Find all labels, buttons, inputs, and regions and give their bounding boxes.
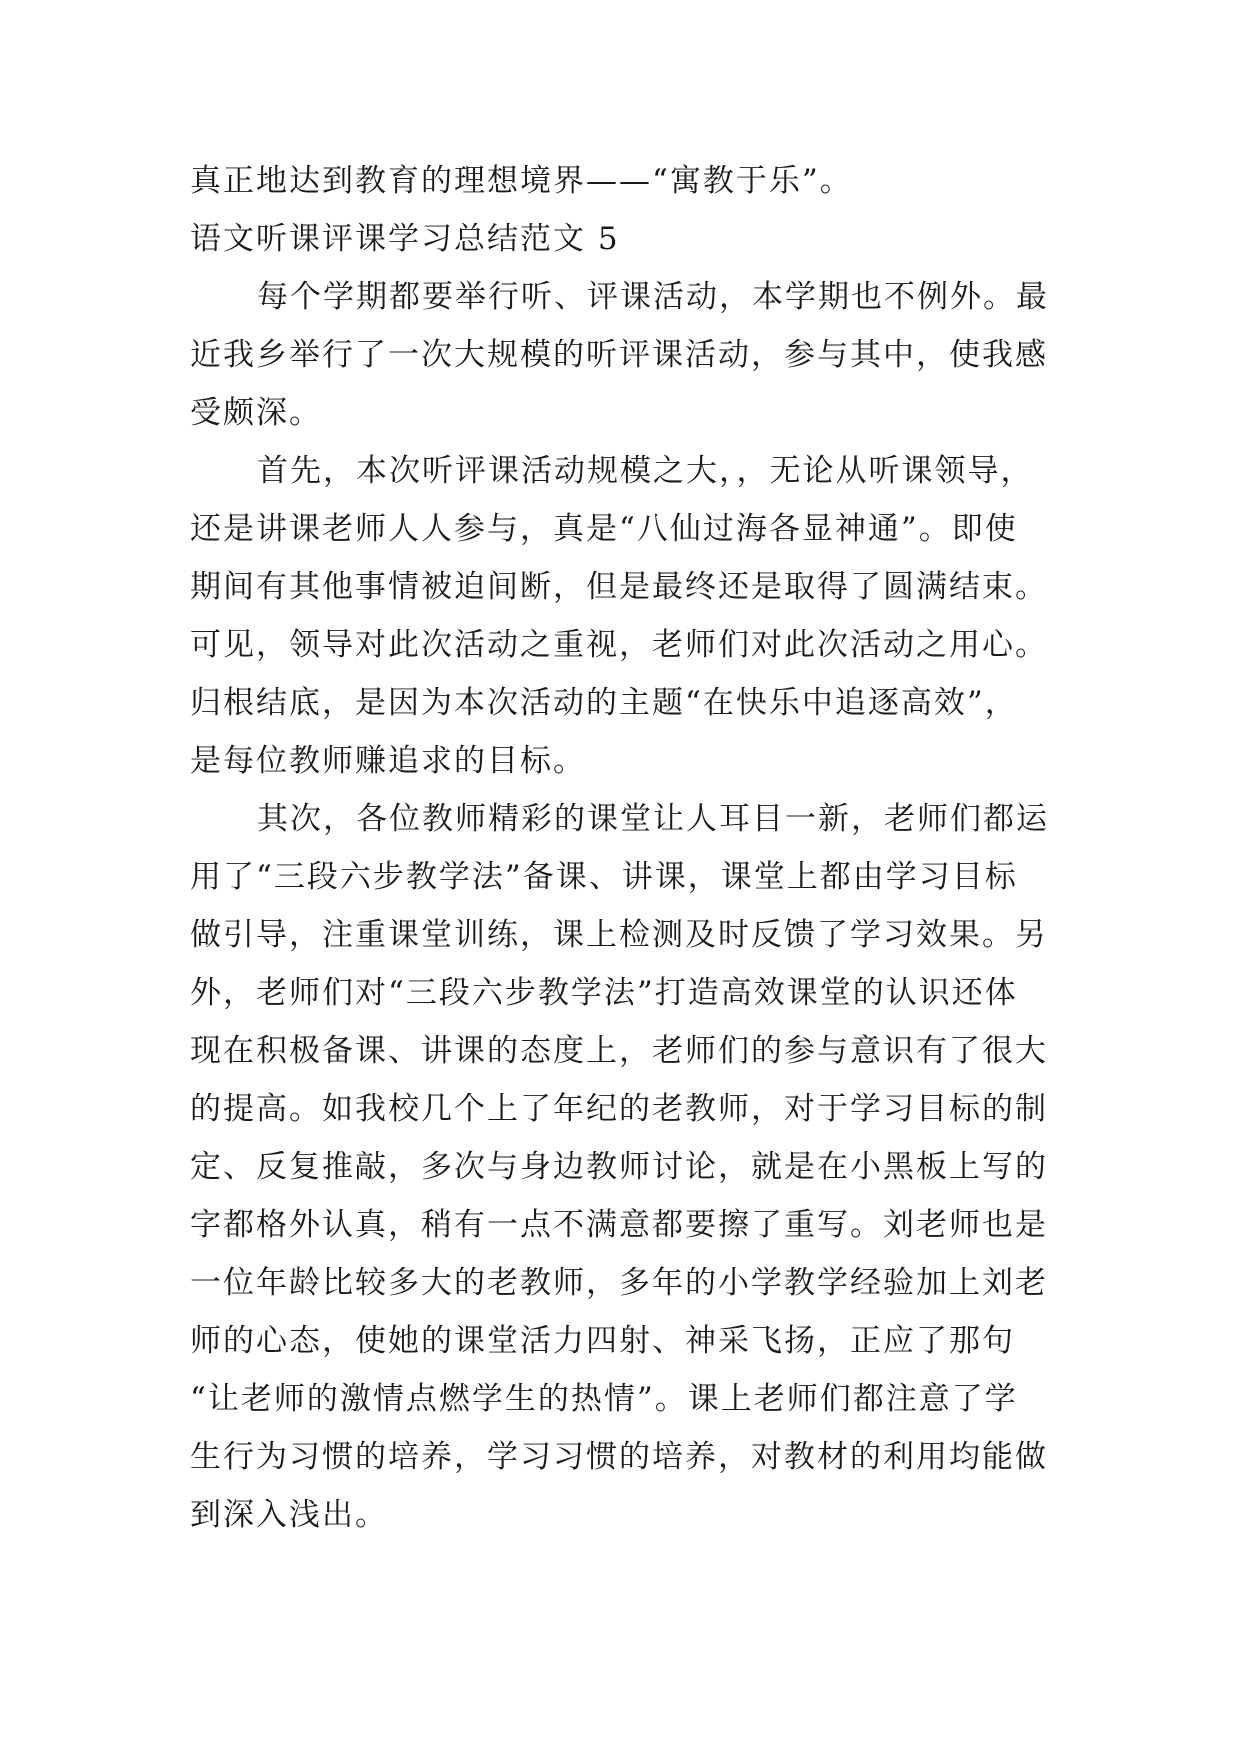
paragraph-line: 到深入浅出。 (190, 1497, 388, 1533)
paragraph-line: 其次，各位教师精彩的课堂让人耳目一新，老师们都运 (257, 801, 1049, 837)
paragraph-line: 定、反复推敲，多次与身边教师讨论，就是在小黑板上写的 (190, 1149, 1048, 1185)
paragraph-line: 近我乡举行了一次大规模的听评课活动，参与其中，使我感 (190, 337, 1048, 373)
paragraph-line: 字都格外认真，稍有一点不满意都要擦了重写。刘老师也是 (190, 1207, 1048, 1243)
paragraph-line: 归根结底，是因为本次活动的主题“在快乐中追逐高效”， (190, 685, 1018, 721)
paragraph-line: 还是讲课老师人人参与，真是“八仙过海各显神通”。即使 (190, 511, 1018, 547)
paragraph-line: 生行为习惯的培养，学习习惯的培养，对教材的利用均能做 (190, 1439, 1048, 1475)
paragraph-line: “让老师的激情点燃学生的热情”。课上老师们都注意了学 (190, 1381, 1018, 1417)
paragraph-line: 是每位教师赚追求的目标。 (190, 743, 586, 779)
paragraph-line: 可见，领导对此次活动之重视，老师们对此次活动之用心。 (190, 627, 1048, 663)
paragraph-line: 首先，本次听评课活动规模之大，，无论从听课领导， (257, 453, 1034, 489)
paragraph-line: 用了“三段六步教学法”备课、讲课，课堂上都由学习目标 (190, 859, 1018, 895)
paragraph-line: 做引导，注重课堂训练，课上检测及时反馈了学习效果。另 (190, 917, 1048, 953)
document-body (190, 152, 1070, 1544)
section-heading: 语文听课评课学习总结范文 5 (190, 221, 620, 257)
paragraph-line: 的提高。如我校几个上了年纪的老教师，对于学习目标的制 (190, 1091, 1048, 1127)
paragraph-line: 现在积极备课、讲课的态度上，老师们的参与意识有了很大 (190, 1033, 1048, 1069)
paragraph-line: 外，老师们对“三段六步教学法”打造高效课堂的认识还体 (190, 975, 1018, 1011)
paragraph-line: 每个学期都要举行听、评课活动，本学期也不例外。最 (257, 279, 1049, 315)
paragraph-line: 一位年龄比较多大的老教师，多年的小学教学经验加上刘老 (190, 1265, 1048, 1301)
paragraph-line: 真正地达到教育的理想境界——“寓教于乐”。 (190, 163, 853, 199)
paragraph-line: 师的心态，使她的课堂活力四射、神采飞扬，正应了那句 (190, 1323, 1015, 1359)
paragraph-line: 期间有其他事情被迫间断，但是最终还是取得了圆满结束。 (190, 569, 1048, 605)
paragraph-line: 受颇深。 (190, 395, 322, 431)
